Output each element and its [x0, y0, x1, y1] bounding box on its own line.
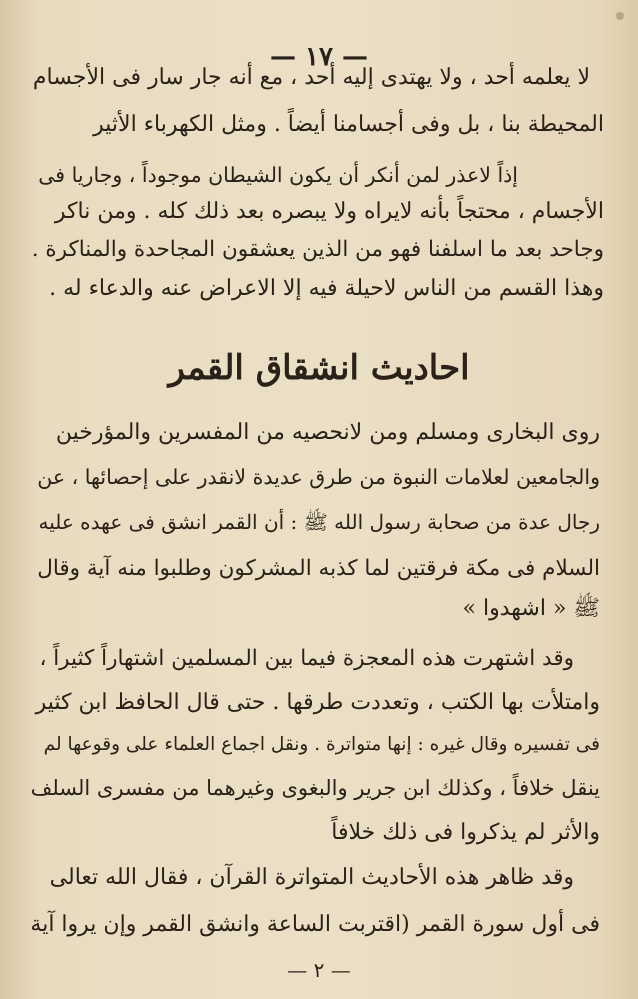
- text-line: فى أول سورة القمر (اقتربت الساعة وانشق القمر وإن يروا آية: [30, 912, 600, 937]
- text-line: وقد اشتهرت هذه المعجزة فيما بين المسلمين اشتهاراً كثيراً ،: [39, 646, 574, 671]
- text-line: ﷺ « اشهدوا »: [462, 596, 600, 621]
- text-line: رجال عدة من صحابة رسول الله ﷺ : أن القمر انشق فى عهده عليه: [38, 510, 600, 534]
- text-line: المحيطة بنا ، بل وفى أجسامنا أيضاً . ومثل الكهرباء الأثير: [93, 112, 604, 137]
- page-number: — ١٧ —: [269, 42, 369, 72]
- text-line: روى البخارى ومسلم ومن لانحصيه من المفسرين والمؤرخين: [55, 420, 600, 445]
- text-line: وجاحد بعد ما اسلفنا فهو من الذين يعشقون المجاحدة والمناكرة .: [31, 237, 604, 262]
- text-line: فى تفسيره وقال غيره : إنها متواترة . ونقل اجماع العلماء على وقوعها لم: [43, 734, 600, 755]
- text-line: السلام فى مكة فرقتين لما كذبه المشركون وطلبوا منه آية وقال: [37, 556, 600, 581]
- text-line: إذاً لاعذر لمن أنكر أن يكون الشيطان موجوداً ، وجاريا فى: [38, 163, 518, 187]
- text-line: وامتلأت بها الكتب ، وتعددت طرقها . حتى قال الحافظ ابن كثير: [35, 690, 600, 715]
- text-line: وهذا القسم من الناس لاحيلة فيه إلا الاعراض عنه والدعاء له .: [49, 276, 604, 301]
- text-line: لا يعلمه أحد ، ولا يهتدى إليه أحد ، مع أنه جار سار فى الأجسام: [32, 65, 590, 90]
- signature-mark: — ٢ —: [287, 958, 351, 982]
- text-line: وقد ظاهر هذه الأحاديث المتواترة القرآن ، فقال الله تعالى: [49, 865, 574, 890]
- text-line: والأثر لم يذكروا فى ذلك خلافاً: [331, 820, 600, 845]
- paper-punch-hole: [616, 12, 624, 20]
- text-line: الأجسام ، محتجاً بأنه لايراه ولا يبصره بعد ذلك كله . ومن ناكر: [54, 199, 604, 224]
- section-heading: احاديث انشقاق القمر: [168, 348, 470, 388]
- text-line: ينقل خلافاً ، وكذلك ابن جرير والبغوى وغيرهما من مفسرى السلف: [30, 776, 600, 800]
- text-line: والجامعين لعلامات النبوة من طرق عديدة لانقدر على إحصائها ، عن: [37, 465, 600, 489]
